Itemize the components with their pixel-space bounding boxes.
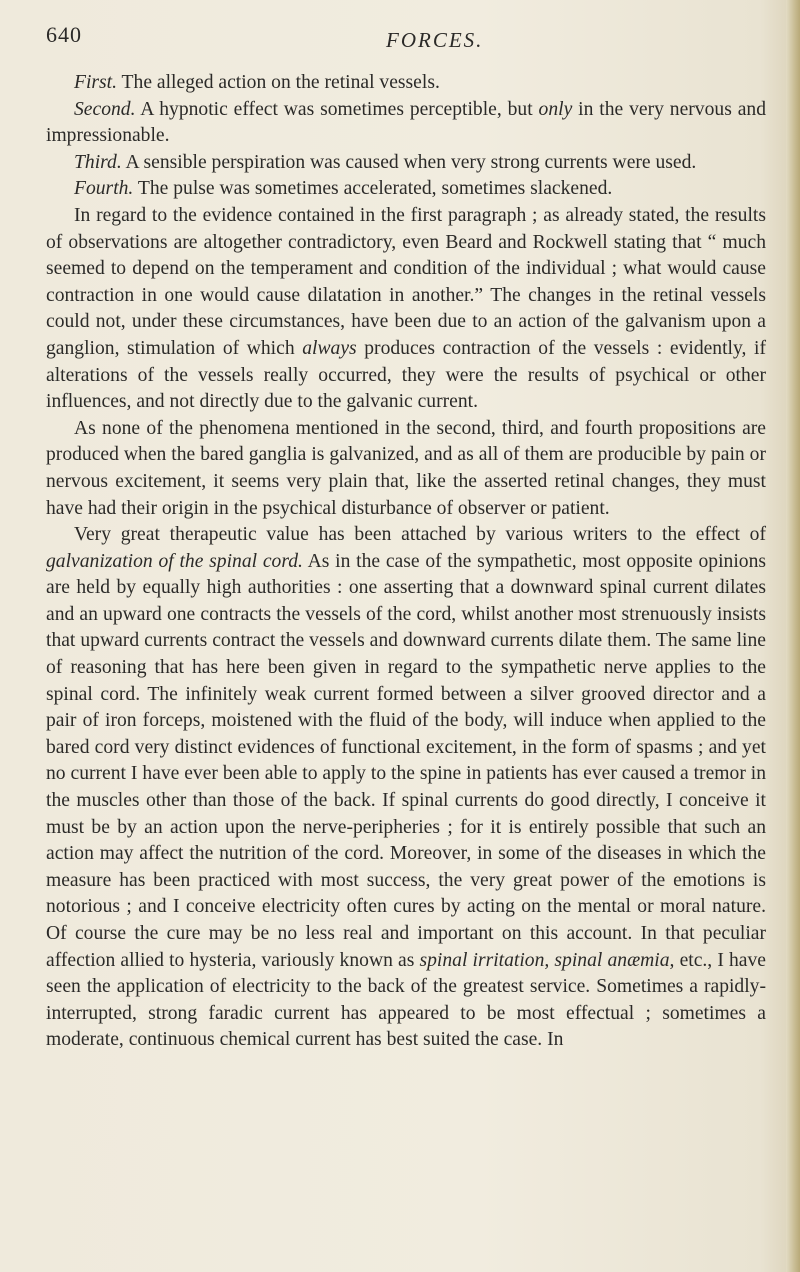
page-number: 640 bbox=[46, 22, 82, 47]
paragraph-second bbox=[46, 97, 766, 150]
emphasis: always bbox=[302, 337, 357, 359]
paragraph-spinal-cord bbox=[46, 522, 766, 1054]
paragraph-lead: Third. bbox=[74, 151, 122, 173]
paragraph-text: The pulse was sometimes accelerated, sometimes slackened. bbox=[133, 178, 613, 200]
paragraph-text: As in the case of the sympathetic, most opposite opinions are held by equally high authorities : one asserting that a downward spinal current dilates and an upward one contracts the vessels of the cord, whilst another most strenuously insists that upward currents contract the vessels and downward currents dilate them. The same line of reasoning that has here been given in regard to the sympathetic nerve applies to the spinal cord. The infinitely weak current formed between a silver grooved director and a pair of iron forceps, moistened with the fluid of the body, will induce when applied to the bared cord very distinct evidences of functional excitement, in the form of spasms ; and yet no current I have ever been able to apply to the spine in patients has ever caused a tremor in the muscles other than those of the back. If spinal currents do good directly, I conceive it must be by an action upon the nerve-peripheries ; for it is entirely possible that such an action may affect the nutrition of the cord. Moreover, in some of the diseases in which the measure has been practiced with most success, the very great power of the emotions is notorious ; and I conceive electricity often cures by acting on the mental or moral nature. Of course the cure may be no less real and important on this account. In that peculiar affection allied to hysteria, variously known as bbox=[46, 550, 767, 971]
page-edge bbox=[786, 0, 800, 1272]
paragraph-text: etc., I have seen the application of electricity to the back of the greatest service. Sometimes a rapidly-interrupted, strong faradic current has appeared to be most effectual ; sometimes a moderate, continuous chemical current has best suited the case. In bbox=[46, 949, 766, 1051]
paragraph-fourth bbox=[46, 176, 766, 203]
paragraph-text: A hypnotic effect was sometimes perceptible, but bbox=[135, 98, 539, 120]
running-title: FORCES. bbox=[386, 28, 484, 52]
paragraph-lead: Fourth. bbox=[74, 178, 134, 200]
paragraph-text: In regard to the evidence contained in the first paragraph ; as already stated, the results of observations are altogether contradictory, even Beard and Rockwell stating that “ much seemed to depend on the temperament and condition of the individual ; what would cause contraction in one would cause dilatation in another.” The changes in the retinal vessels could not, under these circumstances, have been due to an action of the galvanism upon a ganglion, stimulation of which bbox=[46, 204, 766, 359]
paragraph-text: produces contraction of the vessels : evidently, if alterations of the vessels really occurred, they were the results of psychical or other influences, and not directly due to the galvanic current. bbox=[46, 337, 766, 413]
emphasis: spinal irritation, spinal anæmia, bbox=[419, 949, 675, 971]
paragraph-text: Very great therapeutic value has been attached by various writers to the effect of bbox=[74, 524, 766, 546]
paragraph-third bbox=[46, 150, 766, 177]
paragraph-lead: Second. bbox=[74, 98, 136, 120]
emphasis: only bbox=[538, 98, 573, 120]
paragraph-first bbox=[46, 70, 766, 97]
paragraph-lead: First. bbox=[74, 72, 118, 93]
page-header bbox=[46, 22, 766, 56]
paragraph-text: As none of the phenomena mentioned in the second, third, and fourth propositions are produced when the bared ganglia is galvanized, and as all of them are producible by pain or nervous excitement, it seems very plain that, like the asserted retinal changes, they must have had their origin in the psychical disturbance of observer or patient. bbox=[46, 417, 766, 519]
paragraph-retinal-evidence bbox=[46, 203, 766, 416]
body-text bbox=[46, 70, 766, 1054]
paragraph-text: in the very nervous and impressionable. bbox=[46, 98, 766, 147]
paragraph-text: A sensible perspiration was caused when very strong currents were used. bbox=[121, 151, 697, 173]
paragraph-phenomena bbox=[46, 416, 766, 522]
emphasis: galvanization of the spinal cord. bbox=[46, 550, 303, 572]
paragraph-text: The alleged action on the retinal vessels. bbox=[117, 72, 440, 93]
